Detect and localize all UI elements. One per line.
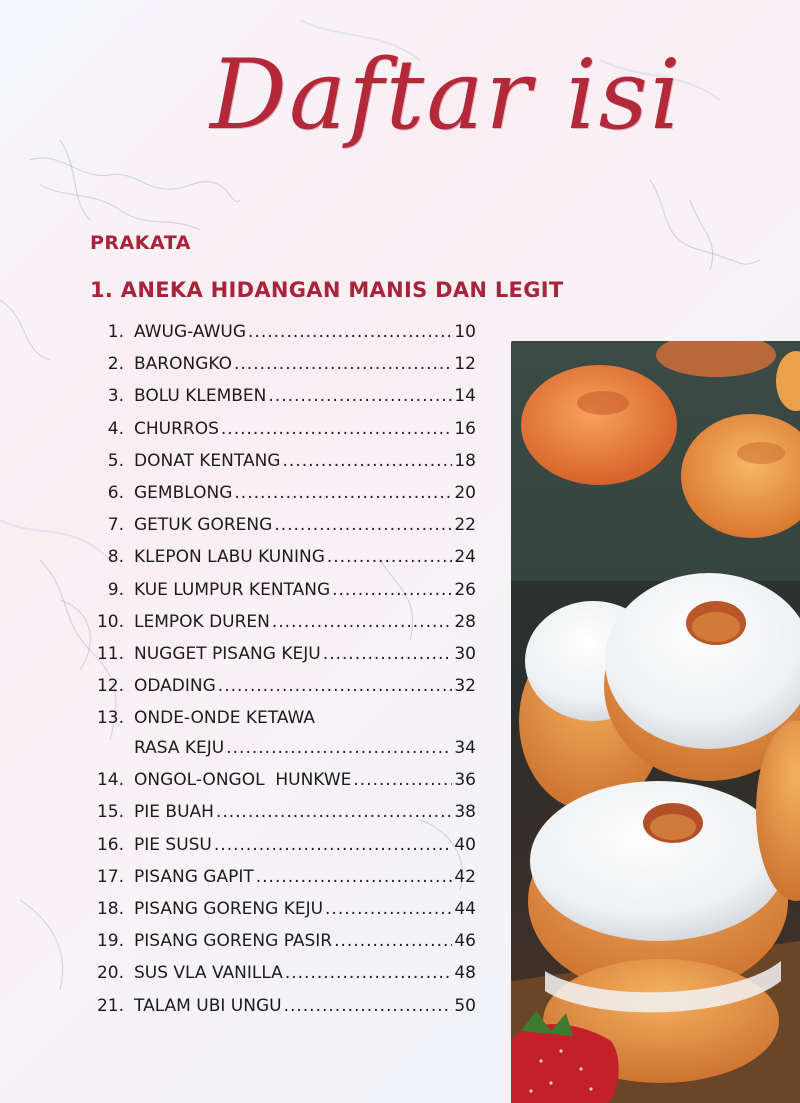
toc-entry	[96, 676, 476, 708]
toc-title: NUGGET PISANG KEJU	[134, 643, 321, 664]
toc-number: 6.	[107, 482, 124, 503]
toc-number: 12.	[96, 676, 124, 697]
leader-dots	[268, 386, 452, 406]
leader-dots	[353, 770, 452, 790]
toc-number: 10.	[96, 611, 124, 632]
toc-title: SUS VLA VANILLA	[134, 963, 283, 984]
leader-dots	[284, 996, 453, 1016]
leader-dots	[282, 451, 452, 471]
toc-entry	[96, 612, 476, 644]
toc-title: BARONGKO	[134, 354, 232, 375]
toc-title: ONGOL-ONGOL HUNKWE	[134, 770, 352, 791]
toc-page: 14	[454, 386, 476, 407]
toc-title: CHURROS	[134, 418, 219, 439]
toc-number: 14.	[96, 770, 124, 791]
toc-title: PISANG GAPIT	[134, 866, 254, 887]
leader-dots	[332, 580, 452, 600]
donut-photo-icon	[511, 341, 800, 1103]
toc-title: PISANG GORENG KEJU	[134, 899, 324, 919]
toc-entry	[96, 322, 476, 354]
toc-number: 13.	[96, 708, 124, 729]
toc-title: PISANG GORENG PASIR	[134, 931, 333, 952]
toc-page: 44	[454, 899, 476, 919]
toc-title: ODADING	[134, 676, 216, 697]
toc-number: 7.	[107, 515, 124, 536]
leader-dots	[334, 931, 452, 951]
leader-dots	[248, 322, 452, 342]
toc-entry	[96, 802, 476, 834]
toc-number: 2.	[107, 354, 124, 375]
toc-title: DONAT KENTANG	[134, 450, 281, 471]
toc-entry	[96, 483, 476, 515]
toc-page: 34	[454, 738, 476, 759]
toc-page: 20	[454, 482, 476, 503]
donut-photo	[511, 341, 800, 1103]
toc-page: 46	[454, 931, 476, 952]
toc-number: 5.	[107, 450, 124, 471]
toc-page: 36	[454, 770, 476, 791]
toc-page: 48	[454, 963, 476, 984]
toc-title: KUE LUMPUR KENTANG	[134, 579, 331, 600]
toc-entry	[96, 770, 476, 802]
toc-title: GETUK GORENG	[134, 515, 273, 536]
leader-dots	[323, 644, 453, 664]
toc-page: 22	[454, 515, 476, 536]
toc-entry	[96, 580, 476, 612]
toc-page: 42	[454, 866, 476, 887]
toc-title: LEMPOK DUREN	[134, 611, 270, 632]
toc-title: BOLU KLEMBEN	[134, 386, 267, 407]
toc-page: 24	[454, 547, 476, 568]
leader-dots	[274, 515, 452, 535]
toc-number: 15.	[96, 802, 124, 823]
toc-page: 38	[454, 802, 476, 823]
toc-entry	[96, 547, 476, 579]
toc-title: PIE BUAH	[134, 802, 214, 823]
toc-number: 18.	[96, 899, 124, 919]
leader-dots	[272, 612, 452, 632]
toc-number: 21.	[96, 995, 124, 1016]
leader-dots	[216, 802, 452, 822]
table-of-contents	[96, 322, 476, 1028]
toc-title: KLEPON LABU KUNING	[134, 547, 325, 568]
leader-dots	[256, 867, 453, 887]
toc-entry	[96, 996, 476, 1028]
toc-page: 16	[454, 418, 476, 439]
section-heading: 1. ANEKA HIDANGAN MANIS DAN LEGIT	[90, 278, 564, 302]
toc-number: 3.	[107, 386, 124, 407]
prakata-heading: PRAKATA	[90, 232, 191, 254]
toc-number: 4.	[107, 418, 124, 439]
toc-number: 20.	[96, 963, 124, 984]
toc-title: ONDE-ONDE KETAWA	[134, 708, 316, 729]
toc-entry	[96, 386, 476, 418]
toc-page: 40	[454, 834, 476, 855]
toc-number: 9.	[107, 579, 124, 600]
toc-page: 50	[454, 995, 476, 1016]
toc-title: TALAM UBI UNGU	[134, 995, 282, 1016]
toc-number: 1.	[107, 322, 124, 342]
toc-page: 10	[454, 322, 476, 342]
toc-number: 16.	[96, 834, 124, 855]
leader-dots	[234, 483, 452, 503]
leader-dots	[285, 963, 453, 983]
leader-dots	[234, 354, 452, 374]
toc-entry	[96, 644, 476, 676]
toc-entry	[96, 708, 476, 770]
toc-title: AWUG-AWUG	[134, 322, 247, 342]
toc-page: 28	[454, 611, 476, 632]
toc-title: GEMBLONG	[134, 482, 233, 503]
page-title: Daftar isi	[210, 39, 683, 151]
toc-entry	[96, 835, 476, 867]
leader-dots	[327, 547, 452, 567]
toc-entry	[96, 931, 476, 963]
toc-entry	[96, 419, 476, 451]
toc-entry	[96, 515, 476, 547]
toc-number: 11.	[96, 643, 124, 664]
leader-dots	[218, 676, 453, 696]
toc-page: 32	[454, 676, 476, 697]
toc-page: 12	[454, 354, 476, 375]
toc-entry	[96, 899, 476, 931]
toc-page: 30	[454, 643, 476, 664]
toc-entry	[96, 451, 476, 483]
toc-title: PIE SUSU	[134, 834, 212, 855]
toc-entry	[96, 867, 476, 899]
toc-page: 26	[454, 579, 476, 600]
toc-title-continued: RASA KEJU	[134, 738, 225, 759]
leader-dots	[226, 738, 452, 758]
leader-dots	[221, 419, 452, 439]
toc-entry	[96, 963, 476, 995]
toc-number: 8.	[107, 547, 124, 568]
toc-entry	[96, 354, 476, 386]
toc-page: 18	[454, 450, 476, 471]
leader-dots	[325, 899, 452, 919]
toc-number: 19.	[96, 931, 124, 952]
leader-dots	[214, 835, 452, 855]
toc-number: 17.	[96, 866, 124, 887]
